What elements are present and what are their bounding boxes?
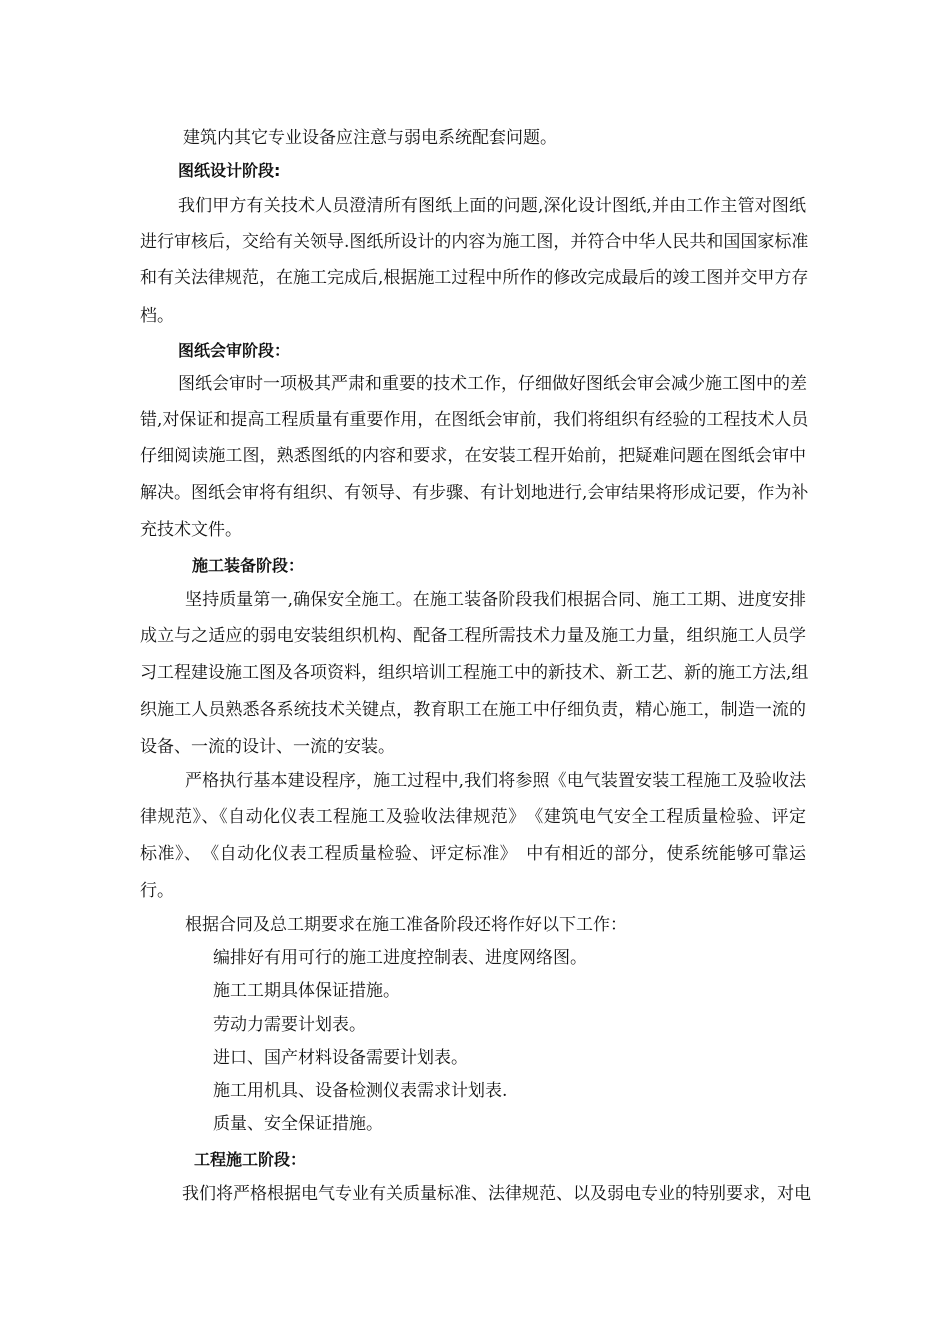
paragraph-line: 仔细阅读施工图，熟悉图纸的内容和要求，在安装工程开始前，把疑难问题在图纸会审中 (140, 446, 806, 466)
paragraph-line: 解决。图纸会审将有组织、有领导、有步骤、有计划地进行,会审结果将形成记要，作为补 (140, 483, 809, 503)
paragraph-line: 严格执行基本建设程序，施工过程中,我们将参照《电气装置安装工程施工及验收法 (185, 771, 806, 791)
section-heading-equipment: 施工装备阶段： (192, 556, 305, 575)
paragraph-line: 律规范》、《自动化仪表工程施工及验收法律规范》 《建筑电气安全工程质量检验、评定 (140, 807, 806, 827)
paragraph-line: 和有关法律规范，在施工完成后,根据施工过程中所作的修改完成最后的竣工图并交甲方存 (140, 268, 809, 288)
list-item: 劳动力需要计划表。 (213, 1015, 366, 1035)
paragraph-line: 根据合同及总工期要求在施工准备阶段还将作好以下工作： (185, 915, 627, 935)
paragraph-line: 行。 (140, 881, 174, 901)
paragraph-line: 标准》、 《自动化仪表工程质量检验、评定标准》 中有相近的部分，使系统能够可靠运 (140, 844, 806, 864)
paragraph-line: 坚持质量第一,确保安全施工。在施工装备阶段我们根据合同、施工工期、进度安排 (185, 590, 806, 610)
paragraph-line: 我们甲方有关技术人员澄清所有图纸上面的问题,深化设计图纸,并由工作主管对图纸 (178, 196, 806, 216)
paragraph-line: 习工程建设施工图及各项资料，组织培训工程施工中的新技术、新工艺、新的施工方法,组 (140, 663, 809, 683)
intro-line: 建筑内其它专业设备应注意与弱电系统配套问题。 (183, 128, 557, 148)
paragraph-line: 图纸会审时一项极其严肃和重要的技术工作，仔细做好图纸会审会减少施工图中的差 (178, 374, 807, 394)
section-heading-review: 图纸会审阶段： (178, 341, 291, 360)
paragraph-line: 错,对保证和提高工程质量有重要作用，在图纸会审前，我们将组织有经验的工程技术人员 (140, 410, 809, 430)
list-item: 施工用机具、设备检测仪表需求计划表. (213, 1081, 508, 1101)
list-item: 质量、安全保证措施。 (213, 1114, 383, 1134)
paragraph-line: 充技术文件。 (140, 520, 242, 540)
paragraph-line: 织施工人员熟悉各系统技术关键点，教育职工在施工中仔细负责，精心施工，制造一流的 (140, 700, 806, 720)
paragraph-line: 档。 (140, 306, 174, 326)
list-item: 施工工期具体保证措施。 (213, 981, 400, 1001)
list-item: 编排好有用可行的施工进度控制表、进度网络图。 (213, 948, 587, 968)
list-item: 进口、国产材料设备需要计划表。 (213, 1048, 468, 1068)
section-heading-construction: 工程施工阶段： (194, 1150, 307, 1169)
paragraph-line: 我们将严格根据电气专业有关质量标准、法律规范、以及弱电专业的特别要求，对电 (182, 1184, 811, 1204)
section-heading-design: 图纸设计阶段: (178, 161, 281, 180)
paragraph-line: 进行审核后，交给有关领导.图纸所设计的内容为施工图，并符合中华人民共和国国家标准 (140, 232, 809, 252)
paragraph-line: 设备、一流的设计、一流的安装。 (140, 737, 395, 757)
paragraph-line: 成立与之适应的弱电安装组织机构、配备工程所需技术力量及施工力量，组织施工人员学 (140, 626, 806, 646)
